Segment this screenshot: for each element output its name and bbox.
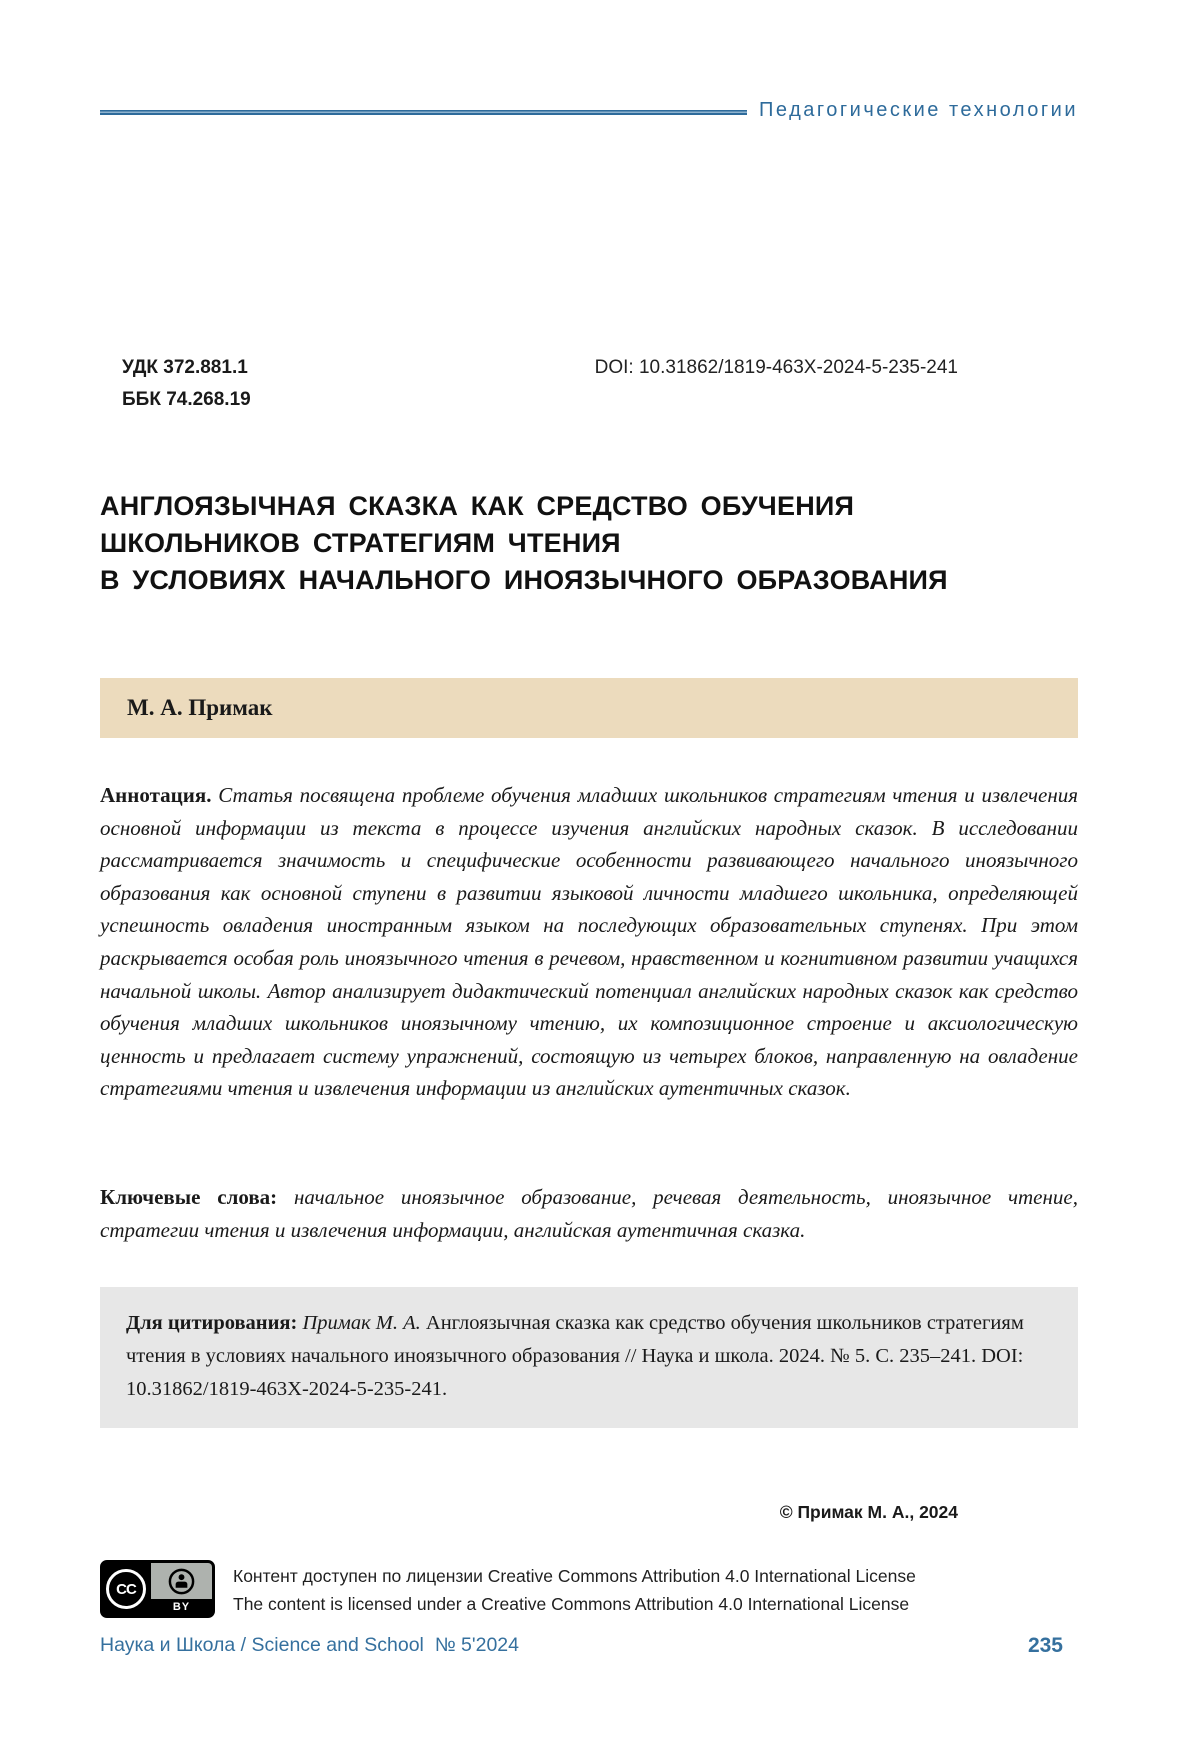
license-line-en: The content is licensed under a Creative Commons Attribution 4.0 International License: [233, 1594, 910, 1614]
keywords-text: начальное иноязычное образование, речевая деятельность, иноязычное чтение, стратегии чтения и извлечения информации, английская аутентичная сказка.: [100, 1185, 1078, 1242]
attribution-person-icon: [151, 1563, 212, 1599]
cc-logo: [103, 1563, 149, 1615]
copyright-notice: © Примак М. А., 2024: [779, 1502, 958, 1522]
citation-text: Англоязычная сказка как средство обучения школьников стратегиям чтения в условиях начального иноязычного образования // Наука и школа. 2024. № 5. С. 235–241. DOI: 10.31862/1819-463X-2024-5-235-241.: [126, 1312, 1024, 1400]
abstract-label: Аннотация.: [100, 783, 212, 807]
citation-box: [100, 1287, 1078, 1428]
cc-circle-icon: CC: [106, 1569, 146, 1609]
abstract-paragraph: [100, 779, 1078, 1105]
author-box: [100, 678, 1078, 738]
udk-bbk-block: [122, 352, 251, 416]
keywords-label: Ключевые слова:: [100, 1185, 278, 1209]
journal-name: Наука и Школа / Science and School № 5'2024: [100, 1634, 519, 1656]
cc-by-license-icon: [100, 1560, 215, 1618]
header-rule: [100, 110, 747, 115]
section-label: Педагогические технологии: [759, 99, 1078, 121]
bbk-code: ББК 74.268.19: [122, 389, 251, 410]
citation-label: Для цитирования:: [126, 1312, 298, 1334]
keywords-paragraph: [100, 1181, 1078, 1246]
title-line-1: АНГЛОЯЗЫЧНАЯ СКАЗКА КАК СРЕДСТВО ОБУЧЕНИЯ: [100, 491, 855, 521]
citation-authors: Примак М. А.: [302, 1312, 421, 1334]
abstract-text: Статья посвящена проблеме обучения младших школьников стратегиям чтения и извлечения основной информации из текста в процессе изучения английских народных сказок. В исследовании рассматривается значимость и специфические особенности развивающего начального иноязычного образования как основной ступени в развитии языковой личности младшего школьника, определяющей успешность овладения иностранным языком на последующих образовательных ступенях. При этом раскрывается особая роль иноязычного чтения в речевом, нравственном и когнитивном развитии учащихся начальной школы. Автор анализирует дидактический потенциал английских народных сказок как средство обучения младших школьников иноязычному чтению, их композиционное строение и аксиологическую ценность и предлагает систему упражнений, состоящую из четырех блоков, направленную на овладение стратегиями чтения и извлечения информации из английских аутентичных сказок.: [100, 783, 1078, 1101]
cc-by-panel: [149, 1563, 212, 1615]
page-footer: [100, 1634, 1063, 1658]
udk-code: УДК 372.881.1: [122, 357, 248, 378]
title-line-2: ШКОЛЬНИКОВ СТРАТЕГИЯМ ЧТЕНИЯ: [100, 528, 621, 558]
license-line-ru: Контент доступен по лицензии Creative Commons Attribution 4.0 International License: [233, 1566, 916, 1586]
by-label: BY: [151, 1599, 212, 1615]
doi-text: DOI: 10.31862/1819-463X-2024-5-235-241: [594, 357, 958, 378]
license-block: [100, 1560, 1078, 1618]
article-title: [100, 488, 1078, 599]
author-name: М. А. Примак: [127, 695, 273, 720]
title-line-3: В УСЛОВИЯХ НАЧАЛЬНОГО ИНОЯЗЫЧНОГО ОБРАЗОВАНИЯ: [100, 565, 948, 595]
page-number: 235: [1027, 1634, 1063, 1657]
article-meta: [122, 352, 958, 416]
license-text: [233, 1560, 916, 1618]
section-header: [100, 90, 1078, 122]
